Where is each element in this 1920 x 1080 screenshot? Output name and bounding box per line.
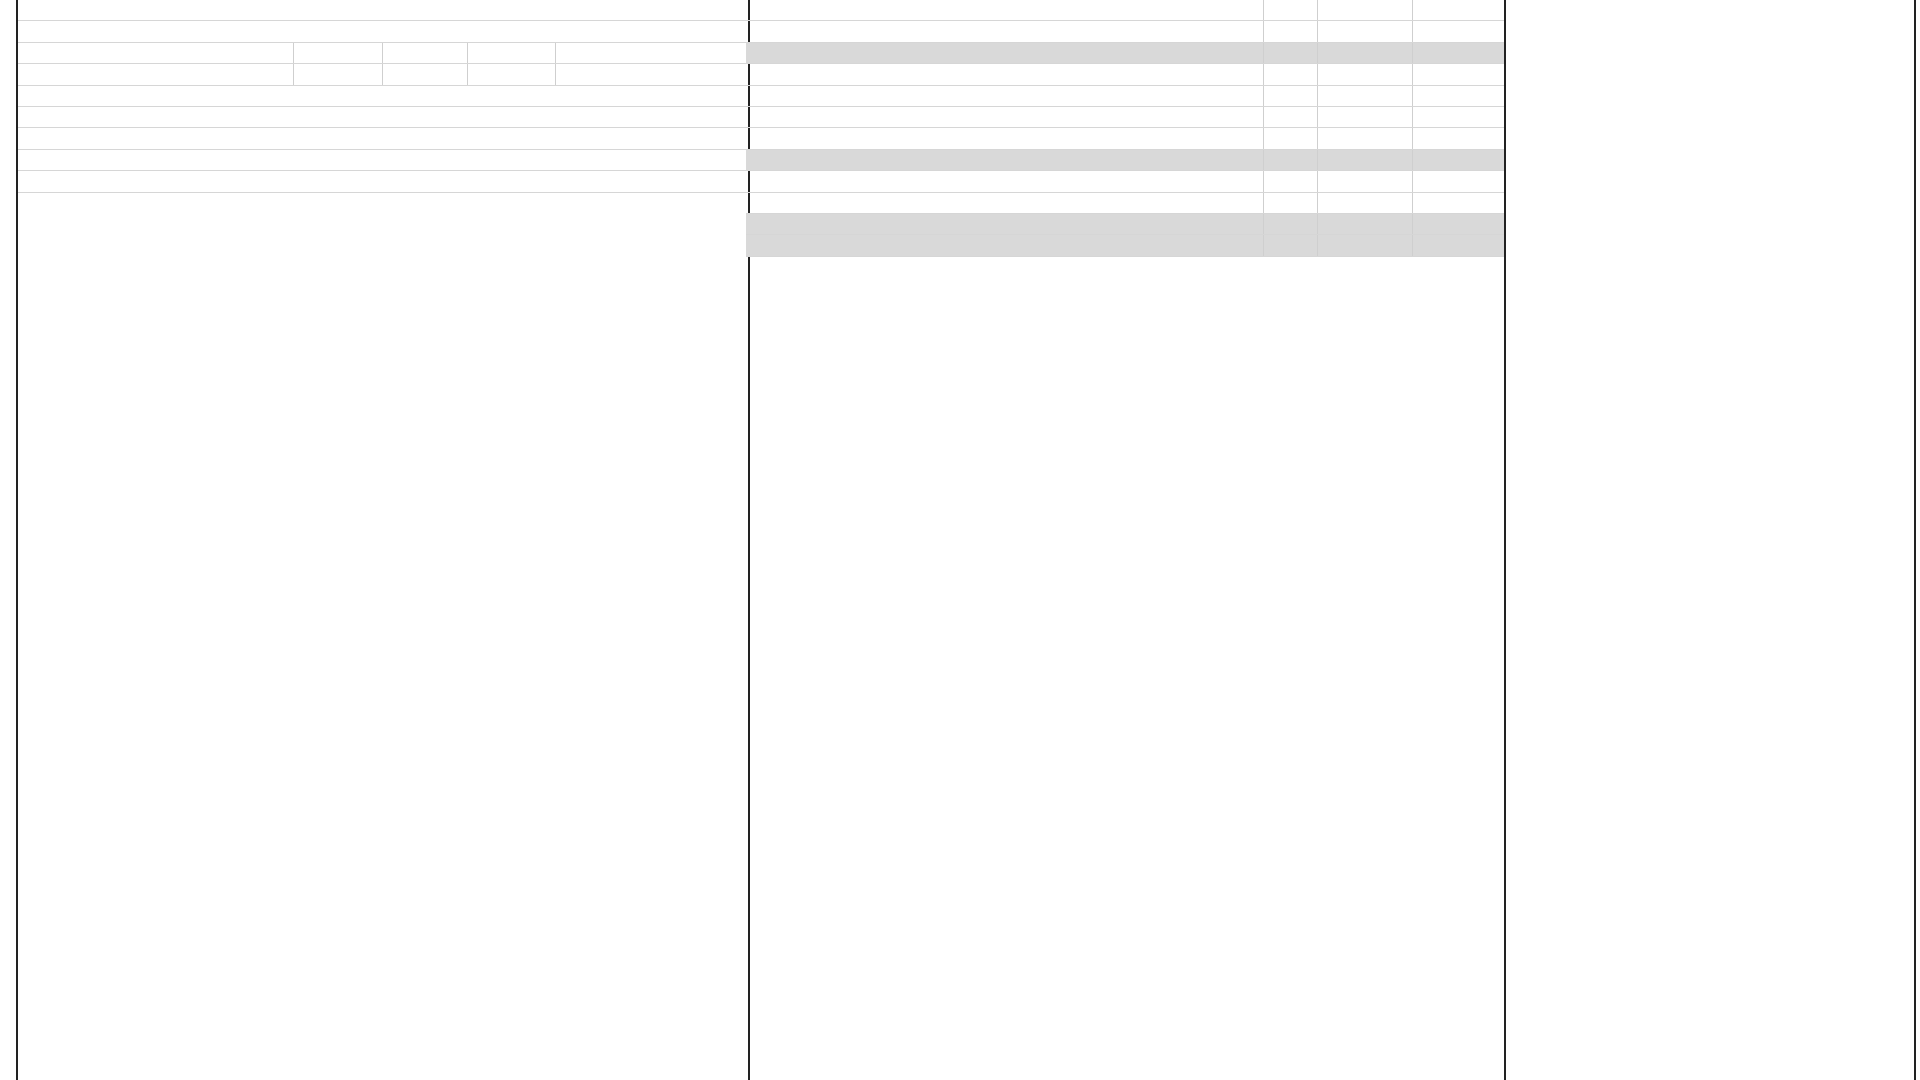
- deceduti-cb: [383, 64, 468, 84]
- positivi-total-row: [746, 235, 1504, 256]
- spacer-cell: [18, 43, 294, 63]
- subhead-molecolari: [1318, 214, 1413, 234]
- deceduti-title-row: [18, 21, 748, 42]
- deceduti-values-row: [18, 64, 748, 85]
- blank-row: [746, 128, 1504, 149]
- asrem-header-row: [18, 0, 748, 21]
- dimessi-detail-row: [746, 64, 1504, 85]
- blank-row: [746, 21, 1504, 42]
- deceduti-head-altre: [556, 43, 748, 63]
- asrem-heading: [18, 0, 748, 20]
- dimessi-value: [1264, 43, 1318, 63]
- blank-row: [746, 86, 1504, 107]
- subhead-antigenici: [1413, 214, 1500, 234]
- dimessi-detail-label: [746, 64, 1264, 84]
- positivi-antigenici: [1413, 235, 1500, 255]
- spacer-cell: [18, 64, 294, 84]
- trasferimenti-label: [746, 150, 1264, 170]
- dimessi-total-row: [746, 43, 1504, 64]
- usca-title-row: [18, 86, 748, 107]
- comuni-guariti-panel: [1504, 0, 1916, 1080]
- deceduti-head-row: [18, 43, 748, 64]
- blank-row: [18, 150, 748, 171]
- deceduti-head-is: [468, 43, 556, 63]
- blank-row: [746, 171, 1504, 192]
- positivi-label: [746, 235, 1264, 255]
- blank-row: [746, 193, 1504, 214]
- positivi-total: [1264, 235, 1318, 255]
- blank-row: [746, 0, 1504, 21]
- positivi-molecolari: [1318, 235, 1413, 255]
- comuni-positivi-panel: [746, 0, 1506, 1080]
- deceduti-title: [18, 21, 748, 41]
- asrem-summary-panel: [16, 0, 750, 1080]
- deceduti-is: [468, 64, 556, 84]
- deceduti-totali: [294, 64, 383, 84]
- deceduti-head-totali: [294, 43, 383, 63]
- usca-values-row: [18, 128, 748, 149]
- trasferimenti-value: [1264, 150, 1318, 170]
- deceduti-altre: [556, 64, 748, 84]
- usca-title: [18, 86, 748, 106]
- dimessi-label: [746, 43, 1264, 63]
- blank-row: [746, 107, 1504, 128]
- positivi-subhead-row: [746, 214, 1504, 235]
- dimessi-detail-value: [1264, 64, 1318, 84]
- usca-head-row: [18, 107, 748, 128]
- antigenici-title: [18, 171, 748, 191]
- deceduti-head-cb: [383, 43, 468, 63]
- trasferimenti-total-row: [746, 150, 1504, 171]
- antigenici-title-row: [18, 171, 748, 192]
